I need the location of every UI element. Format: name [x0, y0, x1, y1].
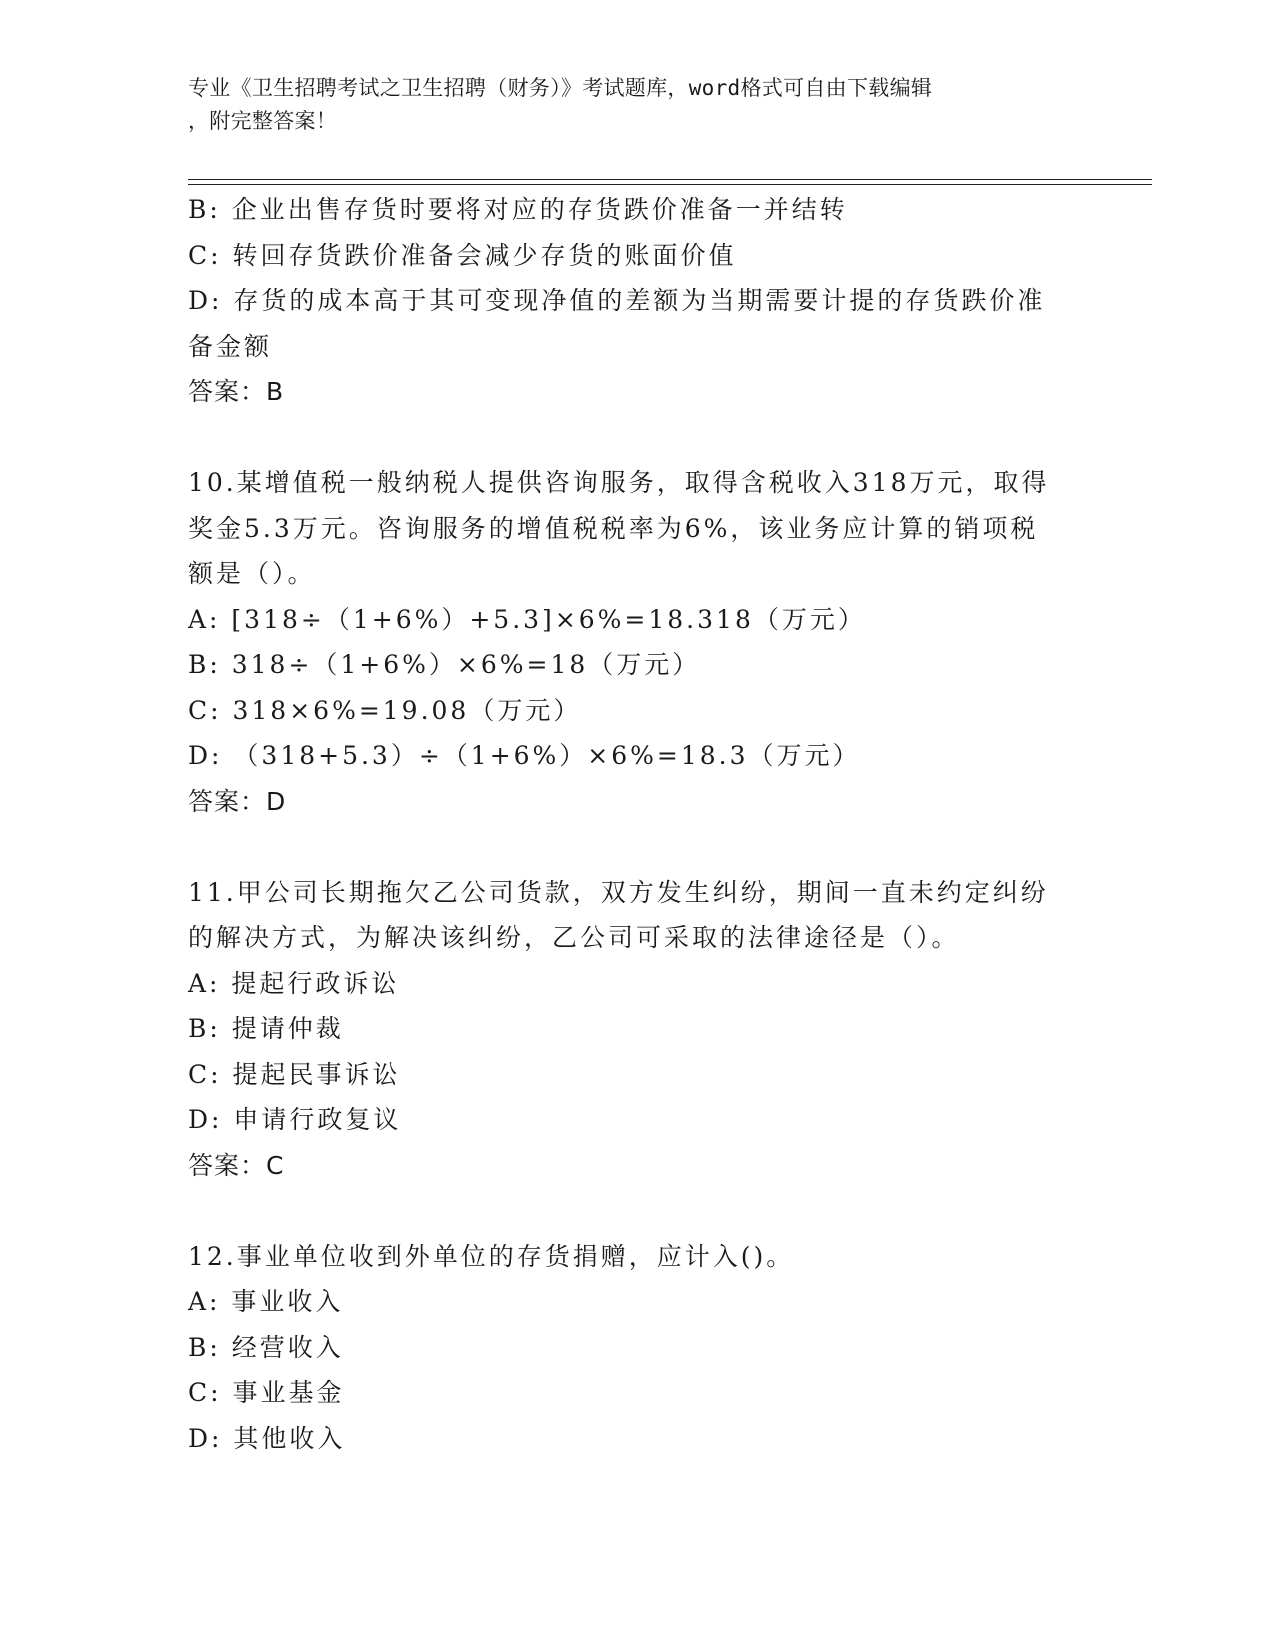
question-stem: 10.某增值税一般纳税人提供咨询服务，取得含税收入318万元，取得 — [188, 468, 1050, 497]
question-9-continued — [188, 187, 1088, 415]
option-c: C: 318×6%=19.08（万元） — [188, 695, 582, 725]
option-d: D: 申请行政复议 — [188, 1105, 402, 1134]
option-b: B: 提请仲裁 — [188, 1014, 344, 1043]
header-rule-top — [188, 179, 1152, 180]
option-d: D: 存货的成本高于其可变现净值的差额为当期需要计提的存货跌价准 — [188, 286, 1046, 315]
answer: 答案：B — [188, 377, 285, 406]
question-stem-continued: 额是（）。 — [188, 559, 316, 588]
question-stem-continued: 的解决方式，为解决该纠纷，乙公司可采取的法律途径是（）。 — [188, 923, 960, 952]
question-stem-continued: 奖金5.3万元。咨询服务的增值税税率为6%，该业务应计算的销项税 — [188, 513, 1039, 543]
header-line-2: ，附完整答案！ — [188, 109, 338, 133]
option-b: B: 318÷（1+6%）×6%=18（万元） — [188, 650, 701, 679]
question-10 — [188, 460, 1088, 824]
answer: 答案：D — [188, 786, 287, 816]
header-line-1: 专业《卫生招聘考试之卫生招聘（财务）》考试题库，word格式可自由下载编辑 — [188, 76, 933, 100]
header-rule-bottom — [188, 184, 1152, 185]
document-body — [188, 187, 1088, 1461]
document-header — [188, 72, 1068, 138]
spacer — [188, 415, 1088, 461]
option-b: B: 经营收入 — [188, 1332, 344, 1362]
spacer — [188, 1188, 1088, 1234]
option-a: A: 提起行政诉讼 — [188, 968, 400, 998]
option-c: C: 提起民事诉讼 — [188, 1059, 401, 1089]
option-d: D: 其他收入 — [188, 1423, 346, 1453]
answer: 答案：C — [188, 1150, 285, 1180]
option-c: C: 事业基金 — [188, 1378, 345, 1407]
question-11 — [188, 870, 1088, 1189]
option-a: A: 事业收入 — [188, 1287, 344, 1316]
spacer — [188, 824, 1088, 870]
question-stem: 12.事业单位收到外单位的存货捐赠，应计入()。 — [188, 1241, 795, 1271]
question-12 — [188, 1234, 1088, 1462]
option-b: B: 企业出售存货时要将对应的存货跌价准备一并结转 — [188, 195, 848, 224]
option-d-continued: 备金额 — [188, 331, 273, 361]
option-d: D: （318+5.3）÷（1+6%）×6%=18.3（万元） — [188, 741, 861, 770]
question-stem: 11.甲公司长期拖欠乙公司货款，双方发生纠纷，期间一直未约定纠纷 — [188, 877, 1049, 907]
option-a: A: [318÷（1+6%）+5.3]×6%=18.318（万元） — [188, 604, 866, 634]
option-c: C: 转回存货跌价准备会减少存货的账面价值 — [188, 240, 737, 270]
